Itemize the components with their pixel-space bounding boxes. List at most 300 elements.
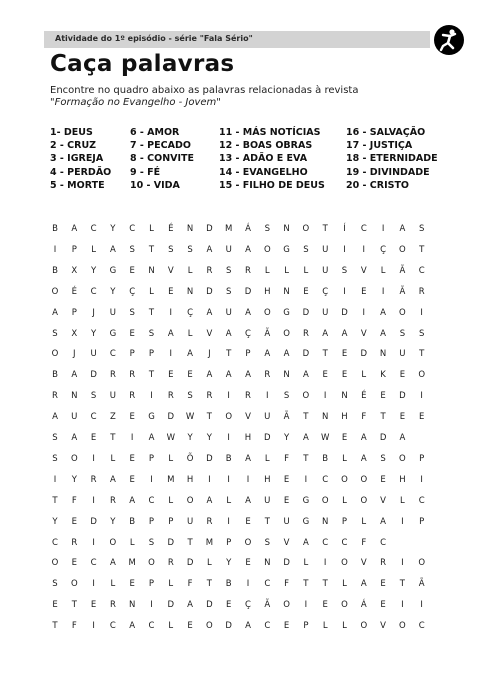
- grid-letter: A: [225, 370, 232, 381]
- grid-letter: H: [244, 433, 252, 443]
- word-list-item: 4 - PERDÃO: [50, 166, 112, 178]
- grid-letter: P: [148, 349, 155, 360]
- grid-letter: I: [92, 579, 95, 590]
- grid-letter: T: [148, 307, 155, 318]
- grid-letter: R: [418, 286, 425, 297]
- grid-letter: T: [303, 579, 309, 590]
- grid-letter: T: [206, 579, 212, 590]
- grid-letter: I: [304, 600, 308, 611]
- grid-letter: S: [129, 307, 135, 318]
- grid-letter: C: [90, 558, 97, 569]
- grid-letter: U: [71, 412, 78, 423]
- grid-letter: L: [400, 495, 405, 506]
- grid-letter: A: [109, 558, 116, 569]
- grid-letter: A: [71, 370, 78, 381]
- grid-letter: T: [110, 433, 116, 443]
- grid-letter: F: [71, 621, 77, 632]
- grid-letter: T: [380, 412, 386, 423]
- grid-letter: A: [245, 495, 251, 506]
- grid-letter: Y: [226, 558, 232, 569]
- grid-letter: O: [186, 495, 194, 506]
- word-list-item: 16 - SALVAÇÃO: [346, 127, 426, 138]
- grid-letter: S: [52, 579, 58, 590]
- word-list-item: 19 - DIVINDADE: [346, 166, 430, 178]
- grid-letter: G: [148, 412, 155, 423]
- grid-letter: D: [264, 433, 271, 443]
- grid-letter: Z: [109, 412, 116, 423]
- grid-letter: T: [148, 370, 155, 381]
- grid-letter: O: [321, 495, 329, 506]
- grid-letter: E: [380, 391, 386, 402]
- grid-letter: E: [187, 370, 193, 381]
- grid-letter: I: [150, 474, 153, 485]
- grid-letter: N: [341, 391, 348, 402]
- grid-letter: P: [129, 349, 135, 360]
- grid-letter: Ç: [380, 244, 387, 255]
- word-list-item: 18 - ETERNIDADE: [346, 153, 438, 165]
- grid-letter: D: [186, 558, 194, 569]
- grid-letter: O: [399, 307, 406, 318]
- grid-letter: R: [206, 265, 213, 276]
- grid-letter: U: [322, 307, 329, 318]
- grid-letter: Y: [206, 433, 212, 443]
- grid-letter: O: [148, 558, 155, 569]
- grid-letter: N: [186, 224, 194, 234]
- grid-letter: L: [342, 579, 347, 590]
- grid-letter: B: [225, 453, 232, 464]
- grid-letter: E: [399, 412, 406, 423]
- word-list-item: 1- DEUS: [50, 127, 93, 138]
- grid-letter: T: [264, 516, 270, 527]
- grid-letter: L: [226, 495, 232, 506]
- grid-letter: S: [52, 453, 58, 464]
- grid-letter: N: [379, 349, 387, 360]
- grid-letter: D: [206, 224, 213, 234]
- grid-letter: L: [264, 453, 270, 464]
- grid-letter: N: [71, 391, 78, 402]
- grid-letter: S: [129, 244, 135, 255]
- grid-letter: S: [380, 453, 386, 464]
- grid-letter: S: [283, 391, 290, 402]
- grid-letter: A: [109, 244, 116, 255]
- grid-letter: V: [360, 328, 367, 339]
- grid-letter: R: [206, 516, 213, 527]
- grid-letter: Á: [360, 600, 367, 611]
- grid-letter: P: [148, 579, 155, 590]
- grid-letter: O: [341, 558, 348, 569]
- grid-letter: V: [167, 265, 174, 276]
- grid-letter: C: [148, 495, 155, 506]
- grid-letter: E: [245, 558, 251, 569]
- grid-letter: D: [399, 391, 406, 402]
- grid-letter: D: [167, 600, 175, 611]
- grid-letter: C: [90, 412, 97, 423]
- grid-letter: J: [73, 349, 76, 360]
- word-list-item: 11 - MÁS NOTÍCIAS: [219, 127, 321, 138]
- grid-letter: I: [130, 433, 134, 443]
- grid-letter: Ã: [264, 600, 271, 611]
- grid-letter: E: [226, 600, 232, 611]
- grid-letter: D: [360, 349, 368, 360]
- grid-letter: F: [361, 412, 367, 423]
- grid-letter: X: [71, 328, 78, 339]
- grid-letter: C: [418, 495, 425, 506]
- grid-letter: I: [401, 600, 404, 611]
- grid-letter: C: [380, 537, 387, 548]
- grid-letter: Á: [245, 224, 251, 234]
- grid-letter: O: [263, 307, 271, 318]
- grid-letter: N: [283, 370, 290, 381]
- grid-letter: M: [167, 474, 175, 485]
- grid-letter: C: [360, 224, 367, 234]
- grid-letter: F: [361, 537, 367, 548]
- grid-letter: L: [187, 328, 193, 339]
- grid-letter: P: [168, 516, 174, 527]
- grid-letter: I: [150, 600, 153, 611]
- grid-letter: R: [380, 558, 387, 569]
- grid-letter: G: [302, 495, 310, 506]
- grid-letter: S: [399, 328, 406, 339]
- grid-letter: I: [343, 286, 346, 297]
- grid-letter: U: [225, 244, 232, 255]
- grid-letter: N: [283, 224, 290, 234]
- grid-letter: D: [90, 370, 97, 381]
- grid-letter: R: [264, 370, 271, 381]
- grid-letter: L: [168, 579, 174, 590]
- grid-letter: L: [264, 265, 270, 276]
- grid-letter: A: [341, 328, 348, 339]
- grid-letter: L: [342, 453, 347, 464]
- page-title: Caça palavras: [50, 51, 235, 77]
- grid-letter: T: [399, 579, 405, 590]
- grid-letter: I: [401, 516, 404, 527]
- grid-letter: I: [323, 558, 327, 569]
- grid-letter: E: [419, 412, 425, 423]
- grid-letter: V: [380, 621, 386, 632]
- grid-letter: I: [92, 621, 95, 632]
- grid-letter: S: [187, 244, 193, 255]
- grid-letter: L: [149, 286, 154, 297]
- grid-letter: A: [245, 244, 251, 255]
- grid-letter: Y: [110, 286, 116, 297]
- grid-letter: L: [110, 453, 116, 464]
- word-list-item: 9 - FÉ: [130, 166, 161, 178]
- word-list-item: 12 - BOAS OBRAS: [219, 140, 313, 152]
- grid-letter: L: [168, 453, 174, 464]
- word-list-item: 3 - IGREJA: [50, 153, 104, 165]
- grid-letter: G: [283, 307, 290, 318]
- grid-letter: D: [167, 537, 175, 548]
- grid-letter: C: [109, 621, 116, 632]
- grid-letter: L: [284, 265, 289, 276]
- grid-letter: I: [92, 495, 95, 506]
- grid-letter: O: [360, 495, 368, 506]
- grid-letter: E: [245, 516, 251, 527]
- grid-letter: N: [283, 286, 290, 297]
- grid-letter: M: [205, 537, 214, 548]
- grid-letter: Ã: [399, 265, 406, 276]
- grid-letter: L: [361, 370, 367, 381]
- grid-letter: S: [90, 391, 97, 402]
- grid-letter: N: [129, 600, 136, 611]
- grid-letter: C: [52, 537, 58, 548]
- grid-letter: D: [206, 453, 213, 464]
- grid-letter: H: [264, 286, 271, 297]
- grid-letter: É: [71, 286, 77, 297]
- grid-letter: L: [91, 244, 96, 255]
- grid-letter: I: [169, 307, 173, 318]
- grid-letter: T: [419, 244, 425, 255]
- grid-letter: F: [284, 453, 290, 464]
- grid-letter: N: [322, 516, 329, 527]
- word-list-item: 7 - PECADO: [130, 140, 191, 152]
- grid-letter: G: [109, 328, 117, 339]
- grid-letter: L: [342, 495, 347, 506]
- grid-letter: O: [341, 600, 348, 611]
- grid-letter: W: [320, 433, 330, 443]
- grid-letter: L: [342, 621, 347, 632]
- grid-letter: A: [380, 328, 386, 339]
- grid-letter: A: [360, 433, 367, 443]
- grid-letter: D: [283, 558, 290, 569]
- grid-letter: O: [51, 349, 59, 360]
- grid-letter: L: [149, 224, 154, 234]
- grid-letter: T: [226, 349, 232, 360]
- grid-letter: G: [109, 265, 117, 276]
- grid-letter: P: [245, 349, 251, 360]
- grid-letter: E: [90, 600, 97, 611]
- grid-letter: B: [52, 265, 58, 276]
- grid-letter: T: [52, 621, 58, 632]
- grid-letter: U: [225, 307, 232, 318]
- grid-letter: E: [380, 474, 386, 485]
- grid-letter: O: [206, 621, 213, 632]
- grid-letter: Y: [187, 433, 193, 443]
- grid-letter: I: [362, 307, 366, 318]
- grid-letter: C: [109, 349, 116, 360]
- grid-letter: M: [128, 558, 136, 569]
- grid-letter: I: [227, 516, 230, 527]
- grid-letter: Ã: [283, 412, 290, 423]
- grid-letter: T: [303, 453, 309, 464]
- banner-text: Atividade do 1º episódio - série "Fala Sério": [55, 34, 253, 43]
- grid-letter: P: [226, 537, 232, 548]
- grid-letter: G: [302, 516, 310, 527]
- grid-letter: P: [419, 516, 425, 527]
- grid-letter: R: [109, 495, 116, 506]
- grid-letter: L: [129, 537, 135, 548]
- grid-letter: A: [167, 328, 174, 339]
- grid-letter: I: [381, 224, 385, 234]
- grid-letter: F: [284, 579, 290, 590]
- grid-letter: V: [206, 328, 213, 339]
- grid-letter: É: [168, 224, 174, 234]
- grid-letter: E: [361, 286, 367, 297]
- grid-letter: N: [148, 265, 155, 276]
- grid-letter: A: [245, 621, 251, 632]
- grid-letter: G: [283, 244, 290, 255]
- grid-letter: E: [341, 370, 348, 381]
- grid-letter: P: [148, 516, 155, 527]
- grid-letter: A: [245, 307, 251, 318]
- word-list-item: 13 - ADÃO E EVA: [219, 153, 308, 165]
- grid-letter: A: [302, 537, 309, 548]
- grid-letter: A: [380, 307, 386, 318]
- grid-letter: R: [167, 558, 174, 569]
- grid-letter: O: [244, 537, 252, 548]
- grid-letter: A: [129, 495, 136, 506]
- grid-letter: D: [302, 307, 310, 318]
- grid-letter: T: [419, 349, 425, 360]
- grid-letter: S: [341, 265, 348, 276]
- grid-letter: B: [52, 370, 58, 381]
- grid-letter: S: [187, 391, 193, 402]
- grid-letter: Y: [110, 224, 116, 234]
- grid-letter: D: [302, 349, 310, 360]
- grid-letter: V: [283, 537, 290, 548]
- word-list-item: 5 - MORTE: [50, 179, 105, 191]
- grid-letter: E: [322, 600, 328, 611]
- grid-letter: É: [361, 391, 367, 402]
- grid-letter: A: [206, 307, 213, 318]
- grid-letter: L: [207, 558, 212, 569]
- grid-letter: C: [90, 224, 97, 234]
- grid-letter: W: [166, 433, 175, 443]
- grid-letter: R: [52, 391, 58, 402]
- word-list-item: 10 - VIDA: [130, 179, 180, 191]
- word-list-item: 17 - JUSTIÇA: [346, 140, 413, 152]
- grid-letter: R: [71, 537, 78, 548]
- grid-letter: B: [52, 224, 58, 234]
- grid-letter: L: [168, 495, 174, 506]
- grid-letter: I: [227, 433, 230, 443]
- grid-letter: O: [360, 474, 368, 485]
- grid-letter: A: [302, 433, 309, 443]
- grid-letter: S: [264, 537, 270, 548]
- grid-letter: C: [341, 537, 348, 548]
- grid-letter: I: [381, 286, 385, 297]
- grid-letter: U: [109, 391, 116, 402]
- grid-letter: O: [360, 621, 368, 632]
- grid-letter: L: [380, 265, 386, 276]
- grid-letter: H: [186, 474, 194, 485]
- grid-letter: C: [90, 286, 97, 297]
- grid-letter: O: [341, 474, 348, 485]
- grid-letter: L: [322, 621, 328, 632]
- grid-letter: P: [419, 453, 425, 464]
- grid-letter: A: [360, 453, 367, 464]
- grid-letter: I: [420, 474, 423, 485]
- grid-letter: E: [129, 265, 135, 276]
- grid-letter: Y: [110, 516, 116, 527]
- grid-letter: I: [92, 453, 95, 464]
- grid-letter: Y: [71, 474, 77, 485]
- grid-letter: I: [401, 558, 404, 569]
- grid-letter: R: [302, 328, 309, 339]
- grid-letter: P: [341, 516, 348, 527]
- grid-letter: E: [322, 370, 328, 381]
- grid-letter: I: [323, 391, 327, 402]
- word-list-item: 6 - AMOR: [130, 127, 180, 138]
- grid-letter: T: [322, 579, 328, 590]
- grid-letter: H: [264, 474, 271, 485]
- grid-letter: E: [168, 370, 174, 381]
- word-list-item: 14 - EVANGELHO: [219, 166, 308, 178]
- grid-letter: U: [283, 516, 290, 527]
- grid-letter: U: [322, 244, 329, 255]
- grid-letter: O: [70, 579, 78, 590]
- grid-letter: O: [70, 453, 78, 464]
- word-list-item: 20 - CRISTO: [346, 179, 409, 191]
- grid-letter: S: [418, 224, 425, 234]
- grid-letter: O: [51, 286, 59, 297]
- grid-letter: D: [244, 286, 252, 297]
- grid-letter: B: [322, 453, 329, 464]
- grid-letter: O: [109, 537, 117, 548]
- grid-letter: U: [264, 412, 271, 423]
- grid-letter: L: [361, 516, 367, 527]
- grid-letter: I: [169, 349, 173, 360]
- grid-letter: E: [71, 516, 77, 527]
- grid-letter: A: [71, 224, 78, 234]
- grid-letter: Y: [52, 516, 58, 527]
- grid-letter: Y: [283, 433, 290, 443]
- grid-letter: O: [399, 453, 406, 464]
- grid-letter: E: [380, 600, 386, 611]
- grid-letter: I: [53, 244, 57, 255]
- grid-letter: A: [148, 433, 155, 443]
- grid-letter: R: [129, 391, 136, 402]
- grid-letter: T: [52, 495, 58, 506]
- grid-letter: C: [264, 579, 271, 590]
- grid-letter: Ã: [418, 579, 425, 590]
- grid-letter: R: [109, 370, 116, 381]
- grid-letter: L: [110, 579, 116, 590]
- grid-letter: A: [245, 453, 251, 464]
- grid-letter: T: [187, 537, 193, 548]
- grid-letter: I: [362, 244, 366, 255]
- grid-letter: O: [399, 621, 406, 632]
- grid-letter: U: [109, 307, 116, 318]
- grid-letter: E: [303, 286, 309, 297]
- grid-letter: M: [225, 224, 233, 234]
- grid-letter: A: [109, 474, 116, 485]
- grid-letter: S: [303, 244, 309, 255]
- grid-letter: A: [129, 621, 136, 632]
- instructions-text: Encontre no quadro abaixo as palavras relacionadas à revista: [50, 85, 359, 96]
- grid-letter: A: [71, 433, 78, 443]
- magazine-name: "Formação no Evangelho - Jovem": [50, 97, 221, 108]
- grid-letter: U: [90, 349, 97, 360]
- grid-letter: E: [399, 370, 406, 381]
- grid-letter: I: [208, 474, 211, 485]
- grid-letter: R: [129, 370, 136, 381]
- grid-letter: C: [418, 621, 425, 632]
- grid-letter: I: [150, 391, 153, 402]
- grid-letter: S: [168, 244, 174, 255]
- word-list-item: 2 - CRUZ: [50, 140, 97, 152]
- grid-letter: T: [322, 349, 328, 360]
- grid-letter: D: [379, 433, 387, 443]
- grid-letter: R: [109, 600, 116, 611]
- grid-letter: O: [283, 600, 290, 611]
- grid-letter: A: [302, 370, 309, 381]
- grid-letter: S: [418, 328, 425, 339]
- grid-letter: N: [186, 286, 194, 297]
- grid-letter: I: [420, 391, 423, 402]
- grid-letter: I: [420, 600, 423, 611]
- grid-letter: I: [420, 307, 423, 318]
